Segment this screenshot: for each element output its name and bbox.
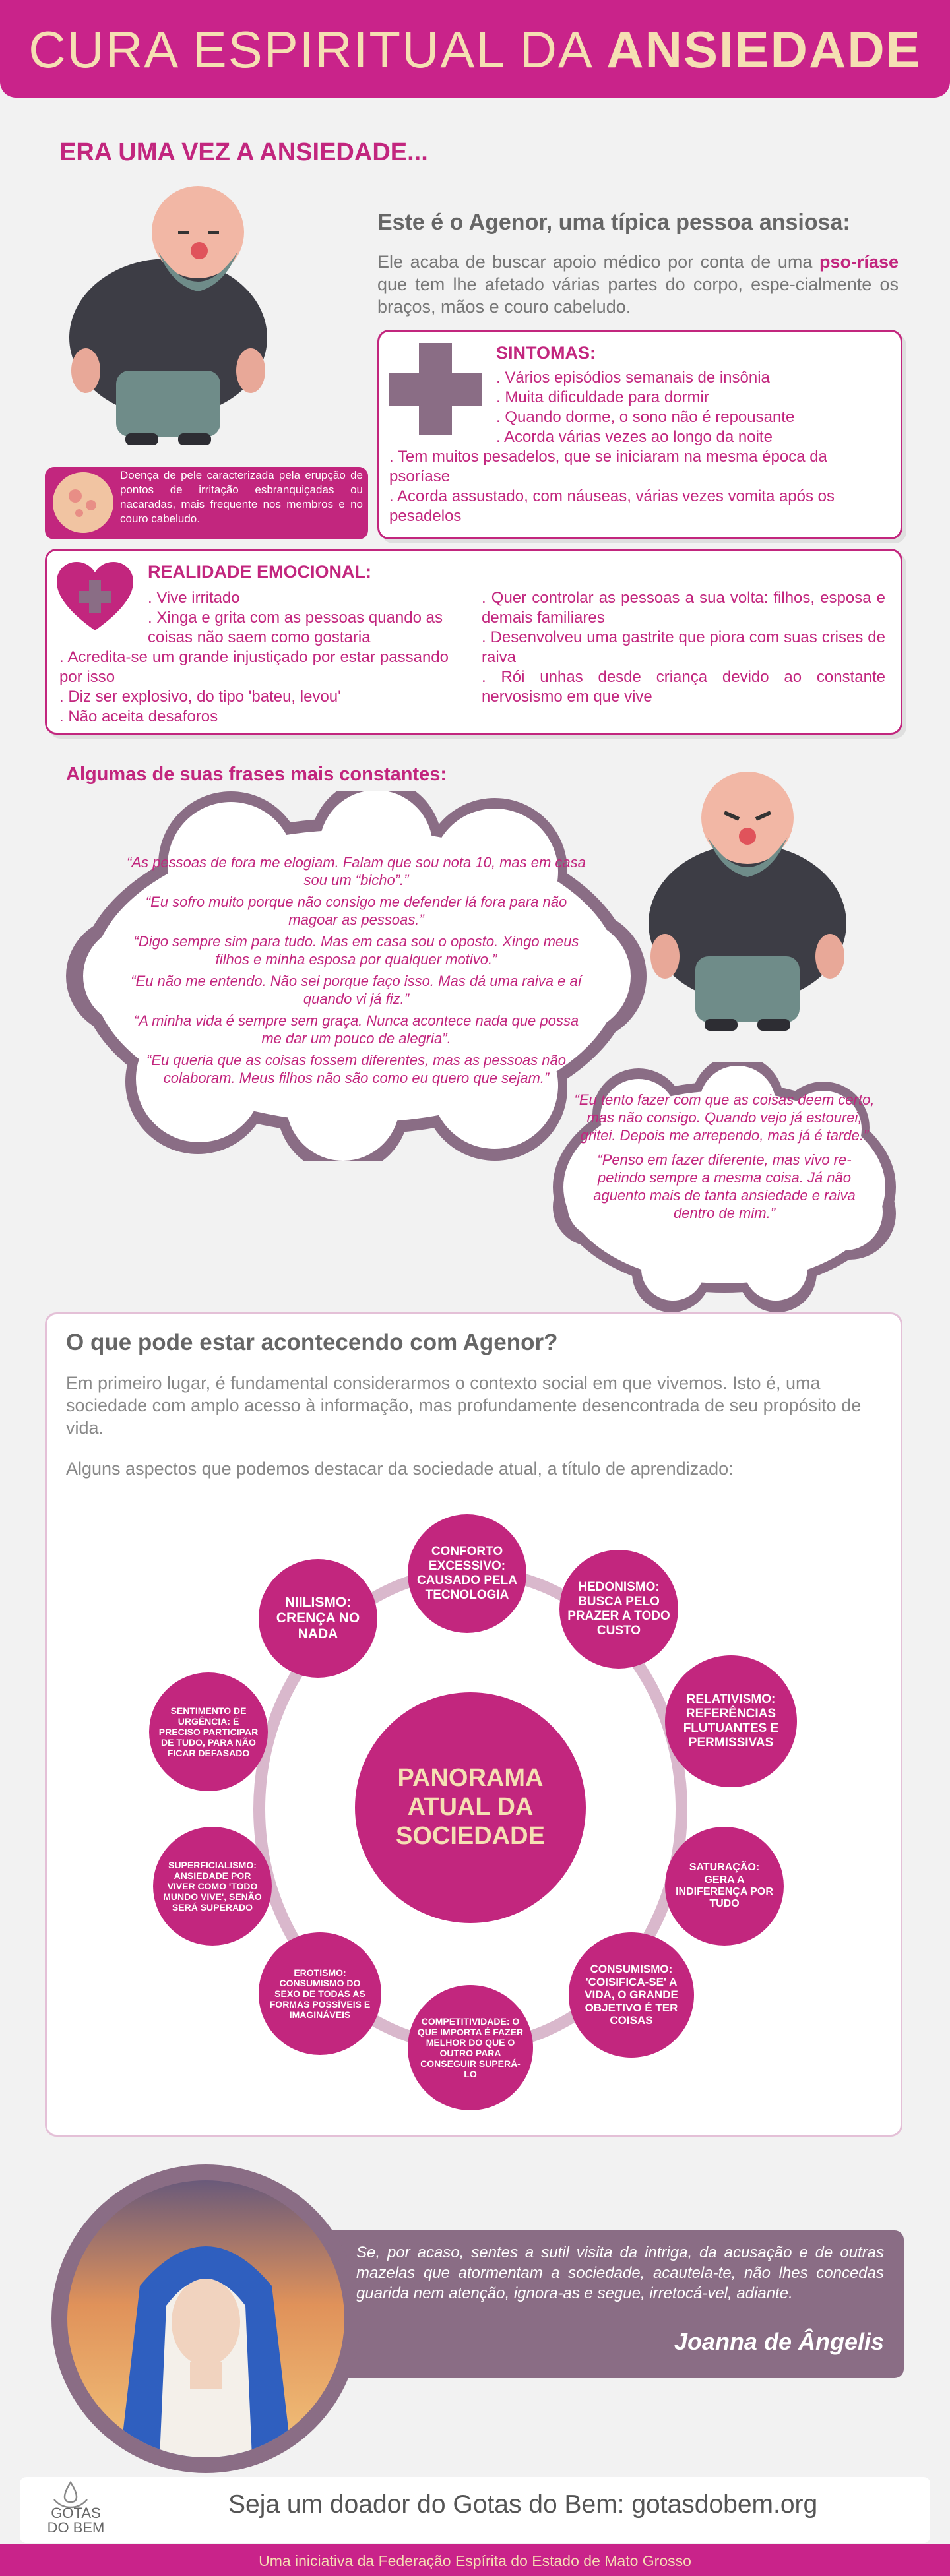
aspect-bubble-hedonismo: HEDONISMO: BUSCA PELO PRAZER A TODO CUSTO — [559, 1550, 678, 1669]
skin-lesion-icon — [53, 472, 113, 533]
donate-link[interactable]: Seja um doador do Gotas do Bem: gotasdobem.org — [228, 2490, 818, 2519]
quote-item: “A minha vida é sempre sem graça. Nunca acontece nada que possa me dar um pouco de alegria”. — [133, 1012, 579, 1047]
quote-item: “Eu sofro muito porque não consigo me defender lá fora para não magoar as pessoas.” — [145, 894, 567, 928]
quote-item: “Eu não me entendo. Não sei porque faço isso. Mas dá uma raiva e aí quando vi já fiz.” — [131, 973, 582, 1007]
sintomas-list-long — [389, 447, 891, 526]
aspect-bubble-competitividade: COMPETITIVIDADE: O QUE IMPORTA É FAZER MELHOR DO QUE O OUTRO PARA CONSEGUIR SUPERÁ-LO — [408, 1985, 533, 2110]
footer-logo[interactable]: GOTAS DO BEM — [47, 2505, 105, 2536]
quote-text: Se, por acaso, sentes a sutil visita da intriga, da acusação e de outras mazelas que atormentam a sociedade, acautela-te, não lhes concedas guarida nem atenção, ignora-as e segue, irretocá-vel, adiante. — [356, 2244, 884, 2302]
list-item: . Quer controlar as pessoas a sua volta: filhos, esposa e demais familiares — [482, 589, 885, 627]
aspect-bubble-urgencia: SENTIMENTO DE URGÊNCIA: É PRECISO PARTICIPAR DE TUDO, PARA NÃO FICAR DEFASADO — [149, 1672, 268, 1791]
sintomas-title: SINTOMAS: — [496, 343, 596, 363]
quote-item: “Eu queria que as coisas fossem diferentes, mas as pessoas não colaboram. Meus filhos não são como eu quero que sejam.” — [146, 1052, 566, 1086]
agenor-angry-character-illustration — [639, 758, 856, 1035]
list-item: . Não aceita desaforos — [59, 708, 218, 725]
agenor-intro-title: Este é o Agenor, uma típica pessoa ansiosa: — [377, 210, 850, 235]
contexto-subtitle: Alguns aspectos que podemos destacar da sociedade atual, a título de aprendizado: — [66, 1459, 734, 1479]
quote-item: “Penso em fazer diferente, mas vivo re-petindo sempre a mesma coisa. Já não aguento mais de tanta ansiedade e raiva dentro de mim.” — [593, 1151, 856, 1221]
list-item: . Rói unhas desde criança devido ao constante nervosismo em que vive — [482, 668, 885, 706]
list-item: . Xinga e grita com as pessoas quando as coisas não saem como gostaria — [148, 609, 443, 646]
aspect-bubble-erotismo: EROTISMO: CONSUMISMO DO SEXO DE TODAS AS FORMAS POSSÍVEIS E IMAGINÁVEIS — [259, 1932, 381, 2055]
joanna-de-angelis-portrait — [67, 2180, 344, 2457]
list-item: . Diz ser explosivo, do tipo 'bateu, levou' — [59, 688, 341, 706]
list-item: . Quando dorme, o sono não é repousante — [496, 408, 795, 426]
list-item: . Vários episódios semanais de insônia — [496, 369, 770, 386]
quote-item: “Digo sempre sim para tudo. Mas em casa sou o oposto. Xingo meus filhos e minha esposa por qualquer motivo.” — [133, 933, 579, 967]
contexto-title: O que pode estar acontecendo com Agenor? — [66, 1330, 558, 1355]
quote-author: Joanna de Ângelis — [674, 2328, 884, 2355]
psoriase-note-text: Doença de pele caracterizada pela erupção de pontos de irritação esbranquiçadas ou nacaradas, mais frequente nos membros e no couro cabeludo. — [120, 469, 363, 525]
footer-band-text: Uma iniciativa da Federação Espírita do Estado de Mato Grosso — [259, 2552, 691, 2569]
aspect-bubble-saturacao: SATURAÇÃO: GERA A INDIFERENÇA POR TUDO — [665, 1827, 784, 1946]
aspect-bubble-niilismo: NIILISMO: CRENÇA NO NADA — [259, 1559, 377, 1678]
quote-item: “Eu tento fazer com que as coisas deem certo, mas não consigo. Quando vejo já estourei, gritei. Depois me arrependo, mas já é tarde.” — [574, 1091, 875, 1144]
aspect-bubble-conforto: CONFORTO EXCESSIVO: CAUSADO PELA TECNOLOGIA — [408, 1514, 526, 1633]
list-item: . Tem muitos pesadelos, que se iniciaram na mesma época da psoríase — [389, 448, 827, 485]
emocional-title: REALIDADE EMOCIONAL: — [148, 562, 371, 582]
sintomas-list — [496, 368, 885, 447]
quotes-small-cloud — [574, 1091, 875, 1229]
list-item: . Muita dificuldade para dormir — [496, 388, 709, 406]
center-bubble: PANORAMA ATUAL DA SOCIEDADE — [355, 1692, 586, 1923]
emocional-list-col1 — [148, 588, 451, 648]
agenor-character-illustration — [59, 173, 277, 450]
emocional-list-col1-bottom — [59, 648, 449, 727]
frases-title: Algumas de suas frases mais constantes: — [66, 764, 447, 785]
aspect-bubble-consumismo: CONSUMISMO: 'COISIFICA-SE' A VIDA, O GRANDE OBJETIVO É TER COISAS — [569, 1932, 694, 2058]
emocional-list-col2 — [482, 588, 885, 707]
quote-item: “As pessoas de fora me elogiam. Falam que sou nota 10, mas em casa sou um “bicho”.” — [127, 854, 586, 888]
list-item: . Acorda assustado, com náuseas, várias vezes vomita após os pesadelos — [389, 487, 835, 525]
aspect-bubble-superficialismo: SUPERFICIALISMO: ANSIEDADE POR VIVER COMO 'TODO MUNDO VIVE', SENÃO SERÁ SUPERADO — [153, 1827, 272, 1946]
list-item: . Desenvolveu uma gastrite que piora com suas crises de raiva — [482, 629, 885, 666]
page-title: CURA ESPIRITUAL DA ANSIEDADE — [28, 20, 922, 78]
list-item: . Vive irritado — [148, 589, 240, 607]
aspect-bubble-relativismo: RELATIVISMO: REFERÊNCIAS FLUTUANTES E PERMISSIVAS — [665, 1655, 797, 1787]
heart-icon — [57, 562, 133, 633]
list-item: . Acorda várias vezes ao longo da noite — [496, 428, 773, 446]
list-item: . Acredita-se um grande injustiçado por estar passando por isso — [59, 648, 449, 686]
quotes-big-cloud — [125, 853, 587, 1091]
contexto-text: Em primeiro lugar, é fundamental considerarmos o contexto social em que vivemos. Isto é, uma sociedade com amplo acesso à informação, mas profundamente desencontrada de seu propósito de vida. — [66, 1373, 862, 1438]
medical-cross-icon — [389, 343, 482, 435]
story-title: ERA UMA VEZ A ANSIEDADE... — [59, 138, 428, 166]
agenor-intro-text: Ele acaba de buscar apoio médico por conta de uma pso-ríase que tem lhe afetado várias partes do corpo, espe-cialmente os braços, mãos e couro cabeludo. — [377, 252, 899, 317]
